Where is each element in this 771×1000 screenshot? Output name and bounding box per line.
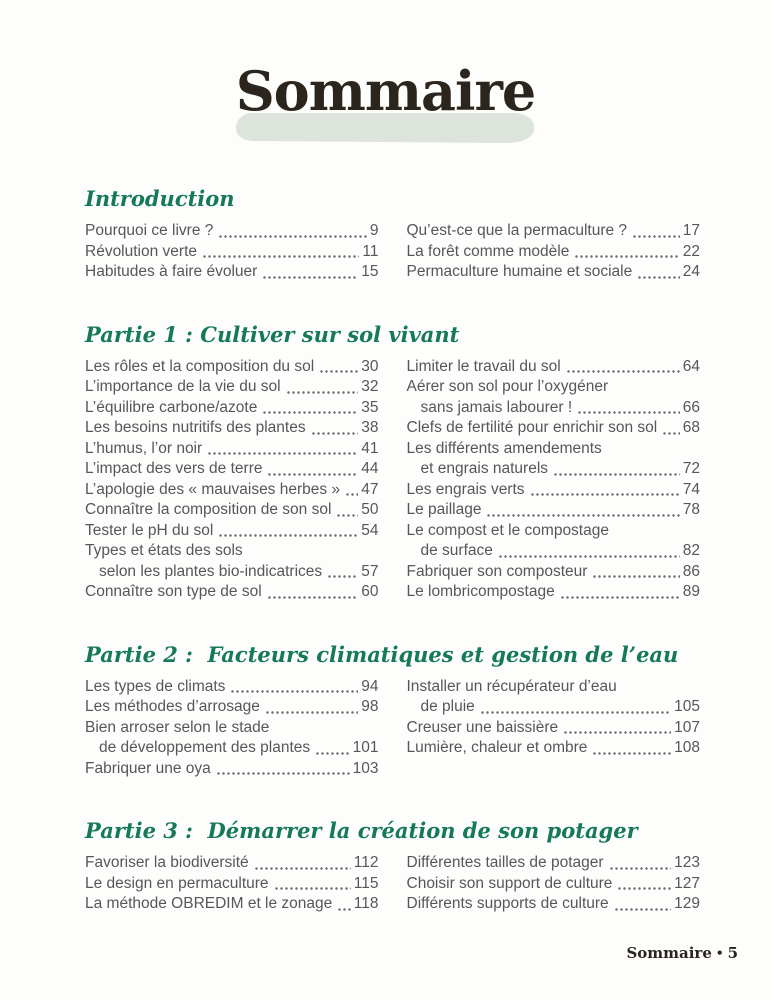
toc-entry-line <box>85 853 379 874</box>
toc-entry <box>407 480 701 501</box>
entry-page-number: 57 <box>361 562 379 580</box>
entry-label: Types et états des sols <box>85 542 243 559</box>
entry-page-number: 127 <box>674 874 700 892</box>
entry-label: Creuser une baissière <box>406 718 559 736</box>
entry-page-number: 103 <box>352 759 379 777</box>
section-columns <box>85 357 700 603</box>
toc-entry <box>85 541 379 582</box>
entry-page-number: 101 <box>352 739 379 756</box>
entry-page-number: 108 <box>674 739 700 756</box>
entry-page-number: 118 <box>353 895 379 912</box>
toc-entry-line <box>85 242 379 263</box>
title-block <box>0 0 771 152</box>
dot-leader <box>574 242 679 263</box>
entry-label: Clefs de fertilité pour enrichir son sol <box>406 419 658 436</box>
entry-label: Pourquoi ce livre ? <box>85 222 214 239</box>
toc-entry <box>407 521 701 562</box>
dot-leader <box>337 894 351 915</box>
toc-entry-line <box>407 853 701 874</box>
entry-page-number: 64 <box>682 357 700 375</box>
dot-leader <box>592 738 671 759</box>
toc-entry <box>85 500 379 521</box>
toc-entry <box>407 439 701 480</box>
entry-label: La forêt comme modèle <box>406 242 570 260</box>
dot-leader <box>577 398 680 419</box>
toc-entry <box>407 357 701 378</box>
toc-entry <box>85 377 379 398</box>
toc-entry-line <box>407 377 701 398</box>
toc-entry-line <box>85 582 379 603</box>
toc-entry-line <box>85 738 379 759</box>
toc-entry <box>85 697 379 718</box>
dot-leader <box>327 562 358 583</box>
toc-entry-line <box>407 480 701 501</box>
dot-leader <box>345 480 358 501</box>
entry-label: Qu’est-ce que la permaculture ? <box>406 222 628 239</box>
dot-leader <box>480 697 671 718</box>
left-column <box>85 221 379 283</box>
dot-leader <box>592 562 679 583</box>
section-heading: Partie 2 : Facteurs climatiques et gestion de l’eau <box>85 641 679 667</box>
entry-page-number: 115 <box>353 874 379 892</box>
toc-entry-line <box>85 357 379 378</box>
entry-label: L’humus, l’or noir <box>85 439 203 457</box>
entry-label: Connaître son type de sol <box>85 583 262 600</box>
dot-leader <box>566 357 680 378</box>
toc-entry-line <box>407 697 701 718</box>
toc-entry <box>407 377 701 418</box>
entry-label: Les différents amendements <box>406 439 602 457</box>
section-columns <box>85 853 700 915</box>
entry-page-number: 107 <box>674 718 700 736</box>
toc-entry <box>85 759 379 780</box>
toc-entry <box>407 418 701 439</box>
toc-entry <box>85 398 379 419</box>
toc-entry-line <box>85 521 379 542</box>
right-column <box>407 677 701 759</box>
toc-entry <box>85 853 379 874</box>
toc-entry-line <box>85 262 379 283</box>
dot-leader <box>311 418 359 439</box>
section-partie-1 <box>85 322 700 603</box>
entry-label: Fabriquer son composteur <box>406 562 588 580</box>
entry-label: Les engrais verts <box>406 480 525 498</box>
toc-entry-line <box>407 582 701 603</box>
entry-page-number: 15 <box>361 263 379 280</box>
entry-page-number: 86 <box>682 562 700 580</box>
entry-label: Lumière, chaleur et ombre <box>406 739 588 756</box>
toc-entry-line <box>85 562 379 583</box>
entry-label: Révolution verte <box>85 242 198 260</box>
entry-page-number: 11 <box>362 242 379 260</box>
toc-entry-line <box>407 562 701 583</box>
toc-entry <box>407 853 701 874</box>
dot-leader <box>563 718 671 739</box>
dot-leader <box>614 894 671 915</box>
entry-label: sans jamais labourer ! <box>420 398 573 416</box>
entry-page-number: 24 <box>682 263 700 280</box>
toc-entry-line <box>85 398 379 419</box>
toc-entry <box>407 894 701 915</box>
dot-leader <box>609 853 672 874</box>
section-partie-3 <box>85 818 700 915</box>
entry-page-number: 38 <box>361 419 379 436</box>
entry-page-number: 66 <box>682 398 700 416</box>
toc-entry <box>407 562 701 583</box>
entry-label: Différentes tailles de potager <box>406 854 604 871</box>
sections <box>85 186 700 915</box>
dot-leader <box>553 459 680 480</box>
toc-entry-line <box>85 439 379 460</box>
entry-label: de surface <box>420 542 493 559</box>
toc-entry <box>407 874 701 895</box>
dot-leader <box>286 377 359 398</box>
section-partie-2 <box>85 642 700 780</box>
entry-label: L’impact des vers de terre <box>85 460 263 477</box>
entry-label: Les types de climats <box>85 677 226 695</box>
entry-label: L’équilibre carbone/azote <box>85 398 258 416</box>
toc-entry-line <box>407 718 701 739</box>
section-heading: Partie 1 : Cultiver sur sol vivant <box>85 321 460 347</box>
toc-entry-line <box>407 874 701 895</box>
dot-leader <box>218 221 367 242</box>
footer-separator: • <box>715 946 724 960</box>
left-column <box>85 357 379 603</box>
section-columns <box>85 221 700 283</box>
entry-page-number: 72 <box>682 460 700 477</box>
toc-entry <box>407 242 701 263</box>
toc-entry-line <box>407 262 701 283</box>
toc-entry-line <box>85 759 379 780</box>
dot-leader <box>267 582 359 603</box>
toc-entry-line <box>85 480 379 501</box>
entry-label: Habitudes à faire évoluer <box>85 263 258 280</box>
toc-entry <box>85 418 379 439</box>
entry-label: Favoriser la biodiversité <box>85 854 249 871</box>
dot-leader <box>202 242 359 263</box>
entry-label: Le compost et le compostage <box>406 521 609 539</box>
section-columns <box>85 677 700 780</box>
toc-entry-line <box>85 697 379 718</box>
toc-entry <box>407 262 701 283</box>
dot-leader <box>216 759 350 780</box>
dot-leader <box>530 480 680 501</box>
page-title: Sommaire <box>235 59 536 123</box>
entry-page-number: 94 <box>361 677 379 695</box>
entry-page-number: 129 <box>674 895 700 912</box>
toc-entry-line <box>85 377 379 398</box>
entry-label: Tester le pH du sol <box>85 521 214 539</box>
entry-label: Fabriquer une oya <box>85 759 211 777</box>
footer-label: Sommaire <box>626 944 712 962</box>
entry-label: Permaculture humaine et sociale <box>406 263 633 280</box>
entry-page-number: 98 <box>361 698 379 715</box>
entry-label: et engrais naturels <box>420 460 549 477</box>
dot-leader <box>637 262 680 283</box>
toc-entry <box>407 677 701 718</box>
toc-entry-line <box>407 221 701 242</box>
entry-label: L’apologie des « mauvaises herbes » <box>85 480 341 498</box>
toc-entry-line <box>85 459 379 480</box>
entry-label: Choisir son support de culture <box>406 874 613 892</box>
entry-label: Limiter le travail du sol <box>406 357 561 375</box>
toc-entry-line <box>407 677 701 698</box>
dot-leader <box>617 874 671 895</box>
toc-entry-line <box>407 541 701 562</box>
dot-leader <box>336 500 358 521</box>
toc-entry-line <box>85 541 379 562</box>
dot-leader <box>632 221 680 242</box>
toc-entry <box>85 677 379 698</box>
dot-leader <box>230 677 358 698</box>
entry-label: de pluie <box>420 698 475 715</box>
entry-label: Le paillage <box>406 501 482 518</box>
toc-entry-line <box>85 221 379 242</box>
section-introduction <box>85 186 700 283</box>
dot-leader <box>254 853 351 874</box>
left-column <box>85 853 379 915</box>
dot-leader <box>262 262 358 283</box>
entry-page-number: 35 <box>361 398 379 416</box>
dot-leader <box>267 459 358 480</box>
toc-entry-line <box>407 357 701 378</box>
toc-entry <box>85 262 379 283</box>
toc-entry <box>407 718 701 739</box>
toc-entry <box>85 894 379 915</box>
dot-leader <box>207 439 358 460</box>
entry-page-number: 112 <box>353 854 379 871</box>
toc-entry <box>407 738 701 759</box>
toc-entry <box>85 221 379 242</box>
entry-label: L’importance de la vie du sol <box>85 378 281 395</box>
toc-entry <box>85 874 379 895</box>
toc-entry-line <box>407 521 701 542</box>
entry-label: selon les plantes bio-indicatrices <box>99 562 323 580</box>
left-column <box>85 677 379 780</box>
dot-leader <box>262 398 358 419</box>
toc-entry-line <box>407 738 701 759</box>
right-column <box>407 357 701 603</box>
toc-entry-line <box>407 894 701 915</box>
entry-page-number: 123 <box>674 854 700 871</box>
entry-label: Le design en permaculture <box>85 874 269 892</box>
entry-label: Les méthodes d’arrosage <box>85 698 260 715</box>
entry-label: Installer un récupérateur d’eau <box>406 677 617 695</box>
entry-label: de développement des plantes <box>99 739 311 756</box>
toc-entry <box>407 500 701 521</box>
footer <box>626 944 738 962</box>
entry-page-number: 47 <box>361 480 379 498</box>
right-column <box>407 221 701 283</box>
dot-leader <box>274 874 351 895</box>
entry-page-number: 89 <box>682 583 700 600</box>
dot-leader <box>498 541 680 562</box>
toc-entry <box>407 582 701 603</box>
entry-label: Connaître la composition de son sol <box>85 501 332 518</box>
entry-page-number: 78 <box>682 501 700 518</box>
entry-page-number: 41 <box>361 439 379 457</box>
entry-page-number: 74 <box>682 480 700 498</box>
entry-page-number: 54 <box>361 521 379 539</box>
dot-leader <box>265 697 358 718</box>
dot-leader <box>218 521 358 542</box>
entry-page-number: 105 <box>674 698 700 715</box>
dot-leader <box>662 418 680 439</box>
entry-label: Bien arroser selon le stade <box>85 718 270 736</box>
toc-entry <box>85 439 379 460</box>
entry-page-number: 44 <box>361 460 379 477</box>
toc-entry <box>85 582 379 603</box>
toc-entry-line <box>85 874 379 895</box>
entry-page-number: 50 <box>361 501 379 518</box>
entry-page-number: 30 <box>361 357 379 375</box>
entry-label: Aérer son sol pour l’oxygéner <box>406 378 609 395</box>
dot-leader <box>560 582 680 603</box>
entry-label: La méthode OBREDIM et le zonage <box>85 895 333 912</box>
toc-entry-line <box>407 398 701 419</box>
entry-page-number: 9 <box>369 222 379 239</box>
entry-page-number: 22 <box>682 242 700 260</box>
entry-label: Différents supports de culture <box>406 895 609 912</box>
entry-page-number: 32 <box>361 378 379 395</box>
footer-page-number: 5 <box>727 944 738 962</box>
entry-label: Les besoins nutritifs des plantes <box>85 419 306 436</box>
dot-leader <box>319 357 358 378</box>
toc-entry <box>85 521 379 542</box>
right-column <box>407 853 701 915</box>
toc-entry-line <box>407 439 701 460</box>
entry-page-number: 82 <box>682 542 700 559</box>
entry-page-number: 60 <box>361 583 379 600</box>
section-heading: Introduction <box>85 186 235 211</box>
toc-entry-line <box>407 418 701 439</box>
dot-leader <box>315 738 349 759</box>
toc-entry-line <box>85 677 379 698</box>
entry-page-number: 17 <box>682 222 700 239</box>
toc-entry-line <box>85 500 379 521</box>
toc-entry-line <box>407 500 701 521</box>
toc-entry-line <box>85 894 379 915</box>
toc-entry-line <box>85 718 379 739</box>
toc-entry <box>85 718 379 759</box>
entry-page-number: 68 <box>682 419 700 436</box>
entry-label: Le lombricompostage <box>406 583 555 600</box>
toc-entry-line <box>407 242 701 263</box>
entry-label: Les rôles et la composition du sol <box>85 357 315 375</box>
toc-entry <box>85 357 379 378</box>
toc-entry <box>407 221 701 242</box>
dot-leader <box>486 500 679 521</box>
toc-entry-line <box>407 459 701 480</box>
toc-entry <box>85 480 379 501</box>
section-heading: Partie 3 : Démarrer la création de son potager <box>85 818 638 843</box>
toc-entry <box>85 242 379 263</box>
toc-entry <box>85 459 379 480</box>
toc-entry-line <box>85 418 379 439</box>
